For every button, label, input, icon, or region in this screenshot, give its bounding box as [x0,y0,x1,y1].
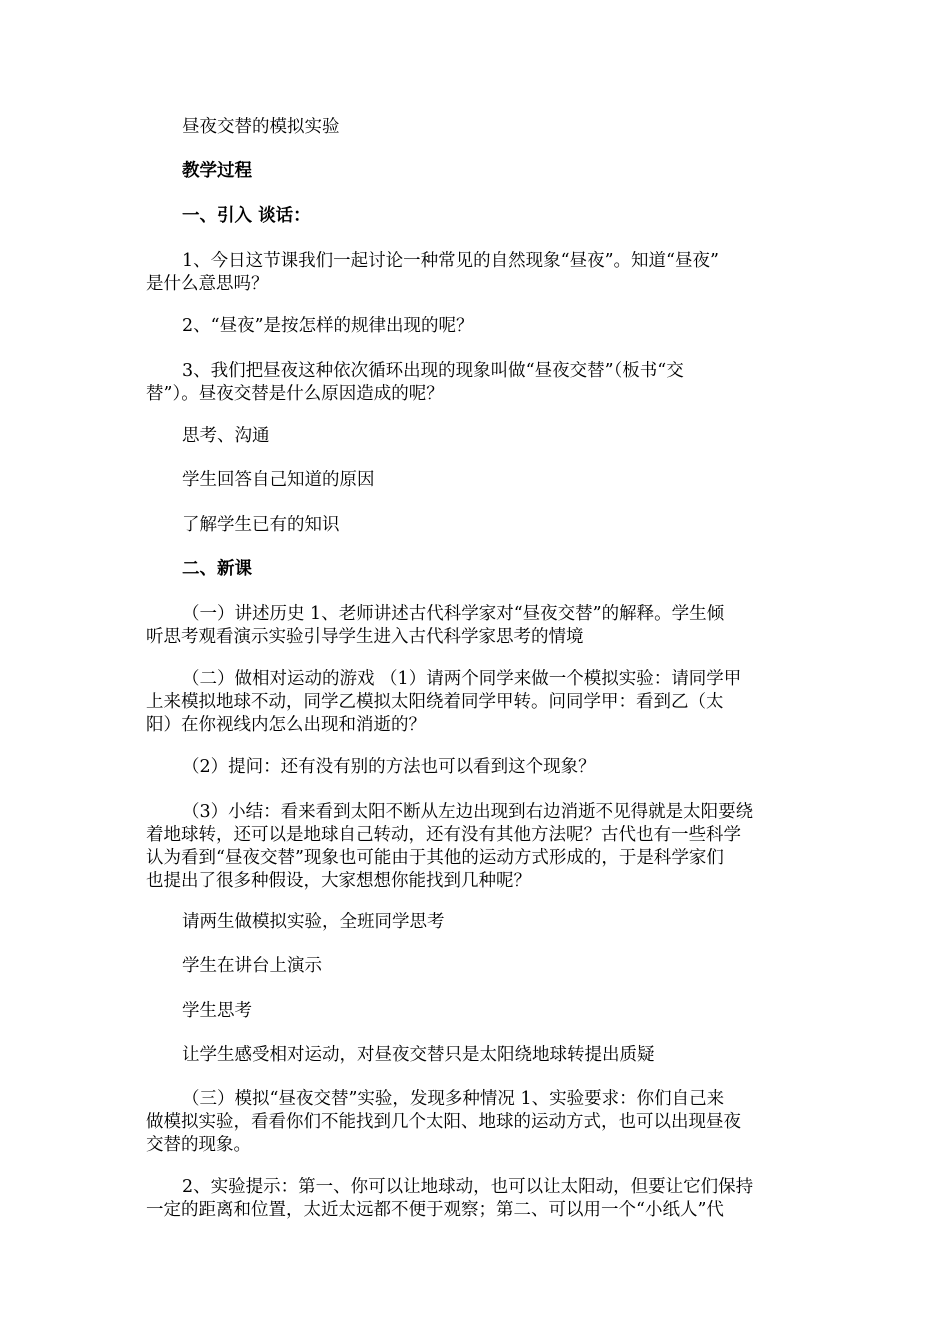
text-line: （三）模拟“昼夜交替”实验，发现多种情况 1、实验要求：你们自己来 [182,1089,725,1109]
paragraph [146,603,808,649]
paragraph [146,360,808,406]
text-line: 学生思考 [182,1001,252,1021]
text-line: 学生在讲台上演示 [182,956,322,976]
text-line: 着地球转，还可以是地球自己转动，还有没有其他方法呢？古代也有一些科学 [146,825,741,845]
text-line: （3）小结：看来看到太阳不断从左边出现到右边消逝不见得就是太阳要绕 [182,802,754,822]
text-line: 交替的现象。 [146,1135,251,1155]
section-heading [146,558,808,581]
text-line: 3、我们把昼夜这种依次循环出现的现象叫做“昼夜交替”（板书“交 [182,361,684,381]
text-line: 2、“昼夜”是按怎样的规律出现的呢？ [182,316,474,336]
paragraph [146,756,808,779]
section-heading [146,205,808,228]
paragraph [146,514,808,537]
paragraph [146,315,808,338]
doc-title [146,116,808,139]
paragraph [146,1088,808,1157]
text-line: 1、今日这节课我们一起讨论一种常见的自然现象“昼夜”。知道“昼夜” [182,251,719,271]
text-line: 了解学生已有的知识 [182,515,340,535]
text-line: 是什么意思吗？ [146,274,269,294]
text-line: 阳）在你视线内怎么出现和消逝的？ [146,715,426,735]
text-line: 也提出了很多种假设，大家想想你能找到几种呢？ [146,871,531,891]
paragraph [146,911,808,934]
paragraph [146,1000,808,1023]
text-line: 教学过程 [182,161,252,181]
text-line: 做模拟实验，看看你们不能找到几个太阳、地球的运动方式，也可以出现昼夜 [146,1112,741,1132]
text-line: 一定的距离和位置，太近太远都不便于观察；第二、可以用一个“小纸人”代 [146,1200,724,1220]
text-line: 昼夜交替的模拟实验 [182,117,340,137]
text-line: 上来模拟地球不动，同学乙模拟太阳绕着同学甲转。问同学甲：看到乙（太 [146,692,724,712]
paragraph [146,469,808,492]
paragraph [146,668,808,737]
text-line: 二、新课 [182,559,252,579]
paragraph [146,1044,808,1067]
text-line: 思考、沟通 [182,426,270,446]
text-line: 请两生做模拟实验，全班同学思考 [182,912,445,932]
paragraph [146,801,808,893]
text-line: 替”）。昼夜交替是什么原因造成的呢？ [146,384,444,404]
text-line: 听思考观看演示实验引导学生进入古代科学家思考的情境 [146,627,584,647]
text-line: （一）讲述历史 1、老师讲述古代科学家对“昼夜交替”的解释。学生倾 [182,604,725,624]
text-line: 认为看到“昼夜交替”现象也可能由于其他的运动方式形成的，于是科学家们 [146,848,724,868]
text-line: 让学生感受相对运动，对昼夜交替只是太阳绕地球转提出质疑 [182,1045,655,1065]
text-line: 2、实验提示：第一、你可以让地球动，也可以让太阳动，但要让它们保持 [182,1177,754,1197]
paragraph [146,955,808,978]
paragraph [146,1176,808,1222]
text-line: 一、引入 谈话： [182,206,311,226]
paragraph [146,250,808,296]
text-line: （2）提问：还有没有别的方法也可以看到这个现象？ [182,757,596,777]
paragraph [146,425,808,448]
text-line: 学生回答自己知道的原因 [182,470,375,490]
section-heading [146,160,808,183]
text-line: （二）做相对运动的游戏 （1）请两个同学来做一个模拟实验：请同学甲 [182,669,742,689]
